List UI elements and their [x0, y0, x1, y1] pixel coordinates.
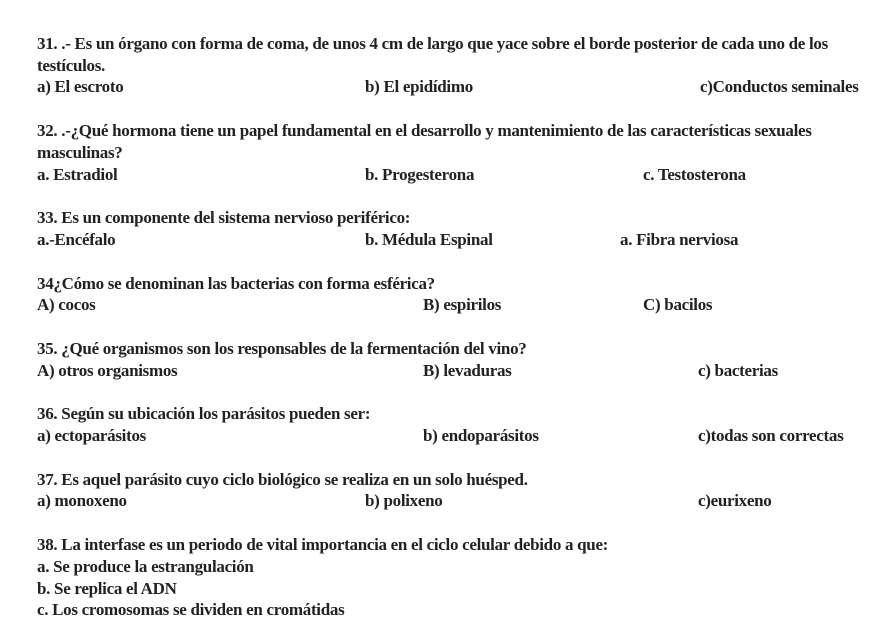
question-34-option-c: C) bacilos — [643, 295, 713, 315]
question-38-text: 38. La interfase es un periodo de vital importancia en el ciclo celular debido a que: — [37, 535, 609, 555]
question-31-option-c: c)Conductos seminales — [700, 77, 859, 97]
question-31 — [37, 33, 870, 98]
question-36-text: 36. Según su ubicación los parásitos pueden ser: — [37, 404, 371, 424]
question-35-text: 35. ¿Qué organismos son los responsables de la fermentación del vino? — [37, 338, 527, 358]
question-35-option-c: c) bacterias — [698, 360, 778, 380]
question-33-text: 33. Es un componente del sistema nervioso periférico: — [37, 208, 411, 228]
question-32-text: 32. .-¿Qué hormona tiene un papel fundamental en el desarrollo y mantenimiento de las características sexuales masculinas? — [37, 121, 812, 162]
question-32-options — [37, 164, 870, 186]
question-35-options — [37, 360, 870, 382]
question-36-option-a: a) ectoparásitos — [37, 426, 146, 446]
question-31-options — [37, 76, 870, 98]
question-38-option-a: a. Se produce la estrangulación — [37, 556, 254, 576]
question-32-option-a: a. Estradiol — [37, 164, 118, 184]
question-36-options — [37, 425, 870, 447]
question-34-text: 34¿Cómo se denominan las bacterias con forma esférica? — [37, 273, 435, 293]
question-37-option-a: a) monoxeno — [37, 491, 127, 511]
question-38-option-c: c. Los cromosomas se dividen en cromátidas — [37, 600, 345, 620]
question-32 — [37, 120, 870, 185]
question-38-option-b: b. Se replica el ADN — [37, 578, 177, 598]
question-36 — [37, 403, 870, 446]
question-35-option-b: B) levaduras — [423, 360, 512, 380]
question-34-options — [37, 294, 870, 316]
question-32-option-c: c. Testosterona — [643, 164, 746, 184]
question-31-text: 31. .- Es un órgano con forma de coma, de unos 4 cm de largo que yace sobre el borde posterior de cada uno de los testículos. — [37, 34, 828, 75]
question-34-option-a: A) cocos — [37, 295, 96, 315]
question-31-option-b: b) El epidídimo — [365, 77, 473, 97]
question-35-option-a: A) otros organismos — [37, 360, 178, 380]
question-31-option-a: a) El escroto — [37, 77, 124, 97]
question-33-option-c: a. Fibra nerviosa — [620, 229, 739, 249]
question-37-option-b: b) polixeno — [365, 491, 443, 511]
question-37-option-c: c)eurixeno — [698, 491, 772, 511]
question-37-options — [37, 490, 870, 512]
question-33 — [37, 207, 870, 250]
question-34 — [37, 273, 870, 316]
question-37 — [37, 469, 870, 512]
question-36-option-c: c)todas son correctas — [698, 426, 844, 446]
question-32-option-b: b. Progesterona — [365, 164, 475, 184]
question-33-option-a: a.-Encéfalo — [37, 229, 116, 249]
question-33-options — [37, 229, 870, 251]
question-35 — [37, 338, 870, 381]
question-36-option-b: b) endoparásitos — [423, 426, 539, 446]
question-38 — [37, 534, 870, 621]
question-34-option-b: B) espirilos — [423, 295, 502, 315]
question-33-option-b: b. Médula Espinal — [365, 229, 493, 249]
question-37-text: 37. Es aquel parásito cuyo ciclo biológico se realiza en un solo huésped. — [37, 469, 528, 489]
